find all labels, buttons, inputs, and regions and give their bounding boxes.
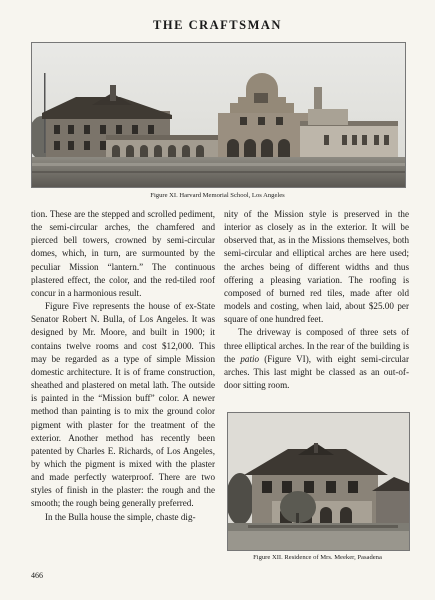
right-paragraph-2-text-b: (Figure VI), with eight semi-circular arches. This last might be classed as an out-of-door sitting room. [224,353,409,391]
right-paragraph-1: nity of the Mission style is preserved in the interior as closely as in the exterior. It will be observed that, as in the Missions themselves, both semi-circular and elliptical arches are here used; the arches being of different widths and thus offering a pleasing variation. The roofing is composed of burned red tiles, made after old models and costing, when laid, about $25.00 per square of one hundred feet. [224,209,409,325]
right-paragraph-2-text-a: The driveway is composed of three sets of three elliptical arches. In the rear of the building is the [224,327,409,364]
figure-xi-caption: Figure XI. Harvard Memorial School, Los Angeles [150,192,285,199]
page-number: 466 [31,571,43,580]
figure-xi-photo [31,42,406,188]
left-column [31,208,215,524]
figure-xii-photo [227,412,410,551]
right-column [224,208,409,392]
right-paragraph-2 [224,326,409,392]
left-paragraph-2: Figure Five represents the house of ex-State Senator Robert N. Bulla, of Los Angeles. It was designed by Mr. Moore, and built in 1900; it contains twelve rooms and cost $12,000. This may be regarded as a type of simple Mission domestic architecture. It is of frame construction, sheathed and plastered on metal lath. The outside is painted in the “Mission buff” color. A newer method than painting is to mix the ground color pigment with plaster for the treatment of the exterior. Another method has recently been patented by Charles E. Richards, of Los Angeles, by which the pigment is mixed with the plaster and made perfectly waterproof. There are two styles of finish in the plaster: the rough and the smooth; the rough being generally preferred. [31,301,215,509]
left-paragraph-3: In the Bulla house the simple, chaste dig- [45,511,196,522]
patio-term: patio [240,353,260,364]
running-header: THE CRAFTSMAN [153,18,282,32]
figure-xii-caption: Figure XII. Residence of Mrs. Meeker, Pasadena [253,554,382,561]
left-paragraph-1: tion. These are the stepped and scrolled pediment, the semi-circular arches, the chamfered and pierced bell towers, crowned by semi-circular domes, which, in turn, are surmounted by the peculiar Mission “lantern.” The continuous plastered effect, the color, and the red-tiled roof concur in a harmonious result. [31,209,215,298]
